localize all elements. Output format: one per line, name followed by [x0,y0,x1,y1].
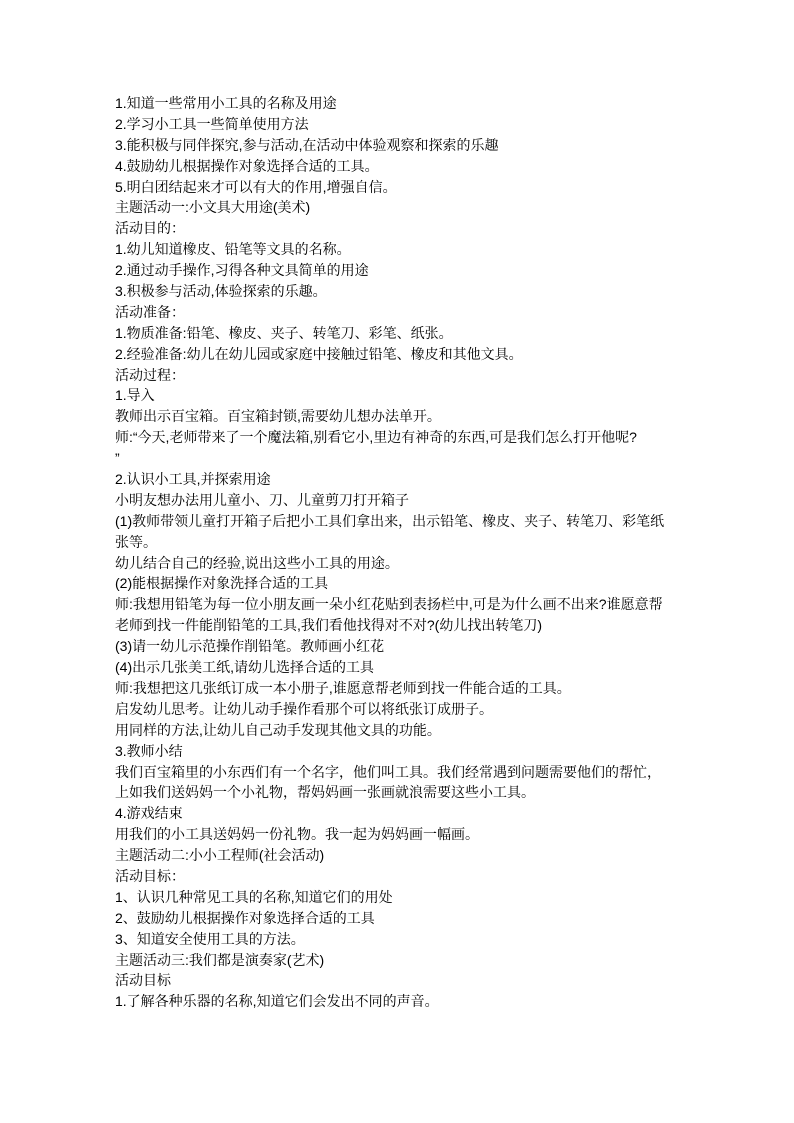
text-line: 3.教师小结 [115,742,183,759]
text-line: 1.幼儿知道橡皮、铅笔等文具的名称。 [115,241,351,258]
text-line: 1、认识几种常见工具的名称,知道它们的用处 [115,888,393,905]
text-line: (4)出示几张美工纸,请幼儿选择合适的工具 [115,659,374,676]
text-line: 1.物质准备:铅笔、橡皮、夹子、转笔刀、彩笔、纸张。 [115,324,453,341]
text-line: 1.导入 [115,387,155,404]
text-line: 主题活动三:我们都是演奏家(艺术) [115,951,325,968]
text-line: 启发幼儿思考。让幼儿动手操作看那个可以将纸张订成册子。 [115,700,493,717]
text-line: (3)请一幼儿示范操作削铅笔。教师画小红花 [115,638,385,655]
text-line: (2)能根据操作对象洗择合适的工具 [115,575,329,592]
text-line: 师:我想把这几张纸订成一本小册子,谁愿意帮老师到找一件能合适的工具。 [115,679,571,696]
text-line: 1.知道一些常用小工具的名称及用途 [115,95,337,111]
text-line: 我们百宝箱里的小东西们有一个名字，他们叫工具。我们经常遇到问题需要他们的帮忙， [115,763,661,780]
text-line: 3.积极参与活动,体验探索的乐趣。 [115,283,327,300]
text-line: 师:我想用铅笔为每一位小朋友画一朵小红花贴到表扬栏中,可是为什么画不出来?谁愿意帮 [115,596,663,613]
text-line: 4.游戏结束 [115,805,183,822]
text-line: 张等。 [115,533,157,550]
text-line: 2.认识小工具,并探索用途 [115,471,271,488]
text-line: 3、知道安全使用工具的方法。 [115,930,305,947]
text-line: 小明友想办法用儿童小、刀、儿童剪刀打开箱子 [115,491,409,508]
text-line: ” [115,450,120,467]
text-line: (1)教师带领儿童打开箱子后把小工具们拿出来，出示铅笔、橡皮、夹子、转笔刀、彩笔纸 [115,512,665,529]
text-line: 2.学习小工具一些简单使用方法 [115,115,309,132]
text-line: 幼儿结合自己的经验,说出这些小工具的用途。 [115,554,399,571]
text-line: 3.能积极与同伴探究,参与活动,在活动中体验观察和探索的乐趣 [115,136,499,153]
text-line: 教师出示百宝箱。百宝箱封锁,需要幼儿想办法单开。 [115,408,441,425]
text-line: 活动目的： [115,220,185,237]
text-line: 4.鼓励幼儿根据操作对象选择合适的工具。 [115,157,379,174]
text-line: 活动目标 [115,972,171,989]
text-line: 师:“今天,老师带来了一个魔法箱,别看它小,里边有神奇的东西,可是我们怎么打开他呢? [115,429,637,446]
document-body [115,93,715,1012]
text-line: 主题活动一:小文具大用途(美术) [115,199,311,216]
text-line: 活动过程： [115,366,185,383]
text-line: 用我们的小工具送妈妈一份礼物。我一起为妈妈画一幅画。 [115,826,479,843]
text-line: 老师到找一件能削铅笔的工具,我们看他找得对不对?(幼儿找出转笔刀) [115,617,542,634]
text-line: 2、鼓励幼儿根据操作对象选择合适的工具 [115,909,375,926]
text-line: 1.了解各种乐器的名称,知道它们会发出不同的声音。 [115,993,439,1010]
text-line: 2.通过动手操作,习得各种文具简单的用途 [115,262,369,279]
text-line: 主题活动二:小小工程师(社会活动) [115,847,325,864]
text-line: 用同样的方法,让幼儿自己动手发现其他文具的功能。 [115,721,441,738]
text-line: 活动目标： [115,867,185,884]
text-line: 上如我们送妈妈一个小礼物，帮妈妈画一张画就浪需要这些小工具。 [115,784,535,801]
text-line: 5.明白团结起来才可以有大的作用,增强自信。 [115,178,397,195]
text-line: 活动准备： [115,303,185,320]
text-line: 2.经验准备:幼儿在幼儿园或家庭中接触过铅笔、橡皮和其他文具。 [115,345,523,362]
